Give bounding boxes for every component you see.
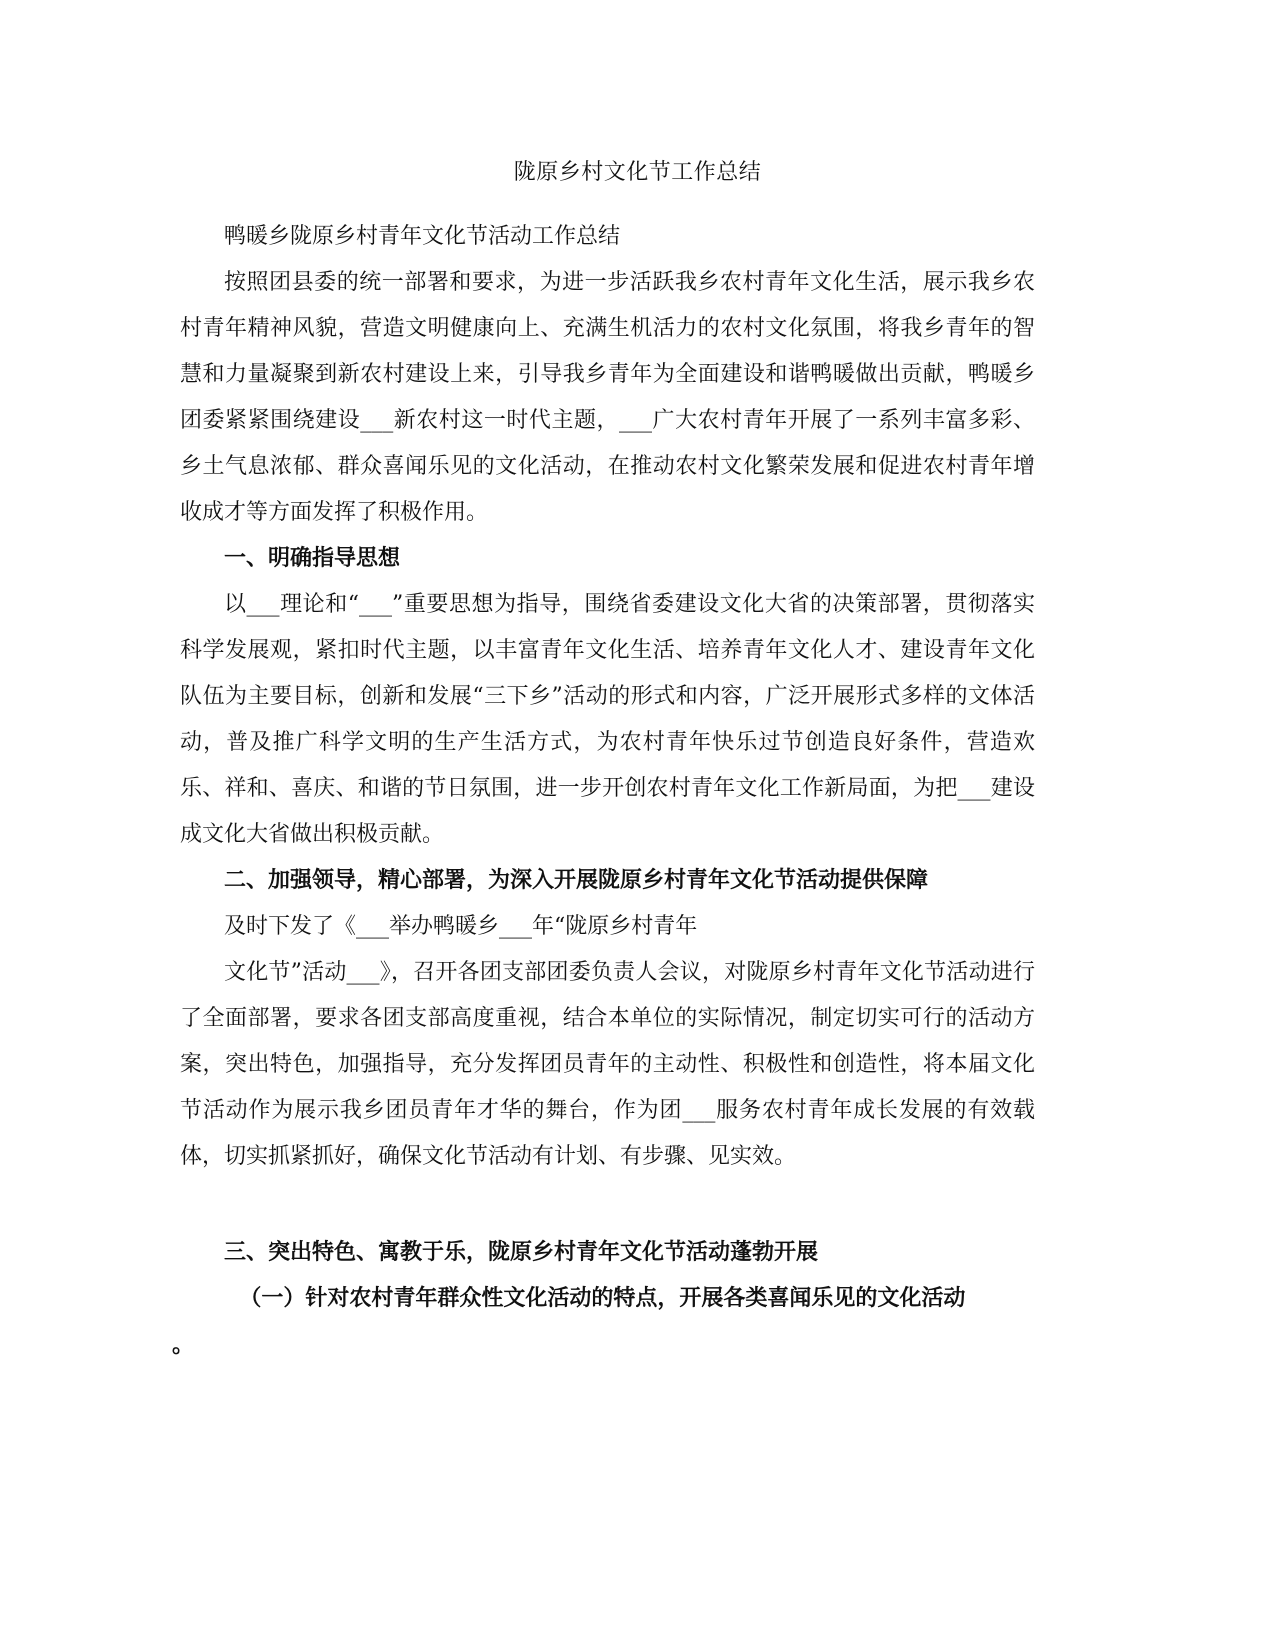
intro-paragraph: 按照团县委的统一部署和要求，为进一步活跃我乡农村青年文化生活，展示我乡农村青年精神风貌，营造文明健康向上、充满生机活力的农村文化氛围，将我乡青年的智慧和力量凝聚到新农村建设上来，引导我乡青年为全面建设和谐鸭暖做出贡献，鸭暖乡团委紧紧围绕建设___新农村这一时代主题，___广大农村青年开展了一系列丰富多彩、乡土气息浓郁、群众喜闻乐见的文化活动，在推动农村文化繁荣发展和促进农村青年增收成才等方面发挥了积极作用。 [180, 270, 1035, 525]
section2-first-line: 及时下发了《___举办鸭暖乡___年“陇原乡村青年 [224, 914, 698, 939]
section3-subheading-1-end: 。 [172, 1333, 195, 1358]
section1-heading: 一、明确指导思想 [224, 546, 401, 571]
document-subtitle: 鸭暖乡陇原乡村青年文化节活动工作总结 [224, 224, 621, 249]
section1-paragraph: 以___理论和“___”重要思想为指导，围绕省委建设文化大省的决策部署，贯彻落实科学发展观，紧扣时代主题，以丰富青年文化生活、培养青年文化人才、建设青年文化队伍为主要目标，创新和发展“三下乡”活动的形式和内容，广泛开展形式多样的文体活动，普及推广科学文明的生产生活方式，为农村青年快乐过节创造良好条件，营造欢乐、祥和、喜庆、和谐的节日氛围，进一步开创农村青年文化工作新局面，为把___建设成文化大省做出积极贡献。 [180, 592, 1035, 847]
document-title: 陇原乡村文化节工作总结 [513, 160, 762, 185]
document-body-part2 [180, 1230, 1035, 1322]
section2-paragraph: 文化节”活动___》，召开各团支部团委负责人会议，对陇原乡村青年文化节活动进行了全面部署，要求各团支部高度重视，结合本单位的实际情况，制定切实可行的活动方案，突出特色，加强指导，充分发挥团员青年的主动性、积极性和创造性，将本届文化节活动作为展示我乡团员青年才华的舞台，作为团___服务农村青年成长发展的有效载体，切实抓紧抓好，确保文化节活动有计划、有步骤、见实效。 [180, 960, 1035, 1169]
section3-heading: 三、突出特色、寓教于乐，陇原乡村青年文化节活动蓬勃开展 [224, 1240, 819, 1265]
document-body-part3 [172, 1326, 1027, 1366]
section2-heading: 二、加强领导，精心部署，为深入开展陇原乡村青年文化节活动提供保障 [224, 868, 929, 893]
document-body-part1 [180, 214, 1035, 1180]
section3-subheading-1: （一）针对农村青年群众性文化活动的特点，开展各类喜闻乐见的文化活动 [239, 1286, 966, 1311]
